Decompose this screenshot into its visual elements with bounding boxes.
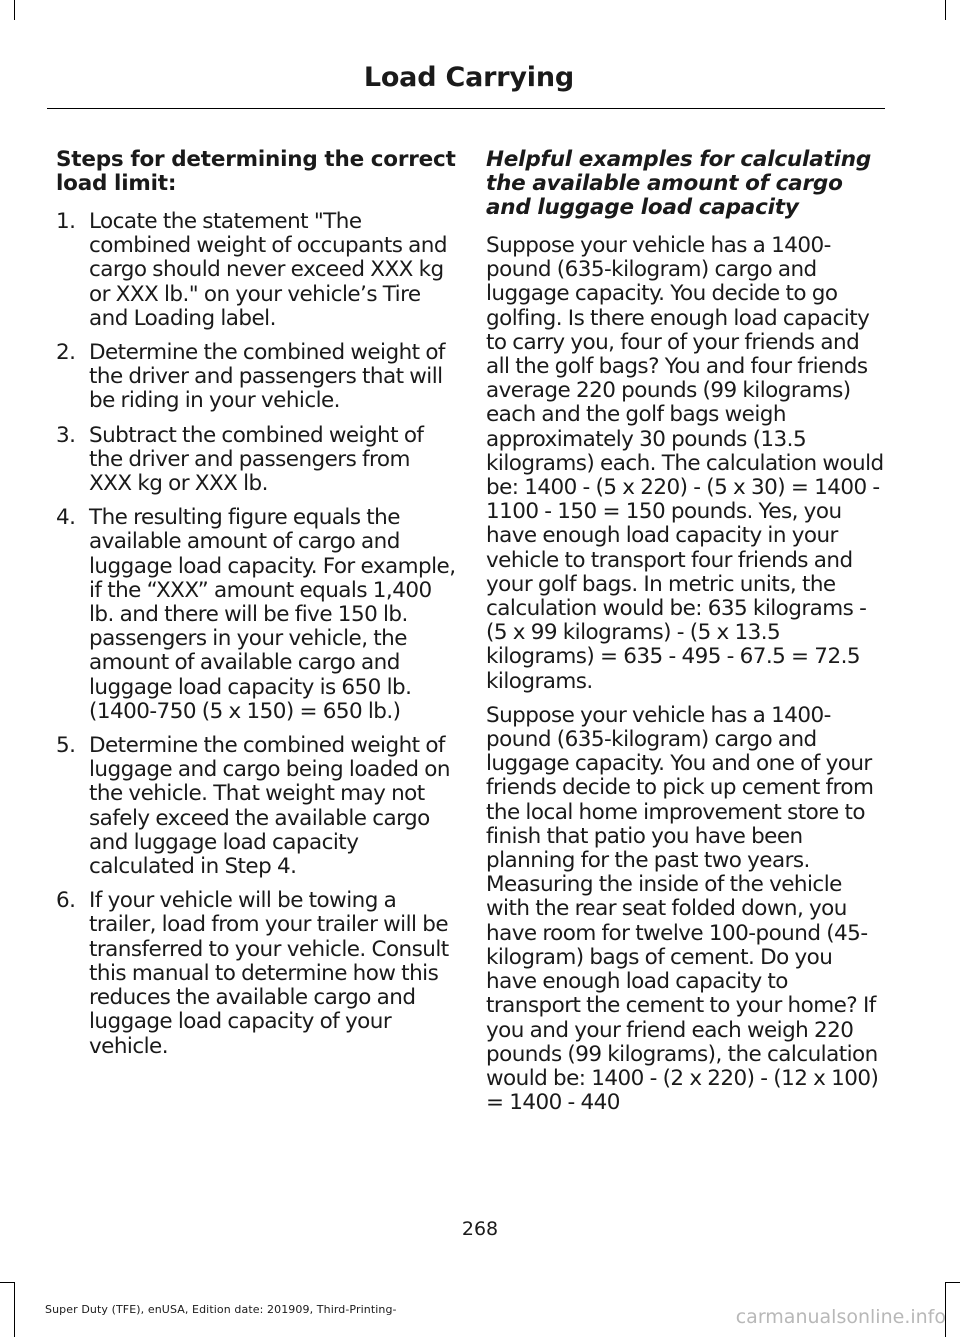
right-column	[486, 148, 886, 1125]
page-number: 268	[461, 1218, 499, 1240]
step-text: Subtract the combined weight of the driver and passengers from XXX kg or XXX lb.	[89, 422, 424, 497]
left-column	[56, 148, 456, 1069]
step-item	[56, 734, 456, 879]
step-item	[56, 210, 456, 331]
crop-mark-bottom-left-v	[14, 1282, 15, 1337]
crop-mark-bottom-right	[946, 1282, 960, 1283]
step-text: The resulting figure equals the available amount of cargo and luggage load capacity. For example, if the “XXX” amount equals 1,400 lb. and there will be five 150 lb. passengers in your vehicle, the amount of available cargo and luggage load capacity is 650 lb. (1400-750 (5 x 150) = 650 lb.)	[89, 505, 456, 724]
step-number: 3.	[56, 422, 76, 448]
step-number: 2.	[56, 340, 76, 366]
page-title: Load Carrying	[363, 62, 574, 93]
steps-heading: Steps for determining the correct load limit:	[56, 147, 456, 196]
header-divider	[47, 108, 885, 109]
examples-heading: Helpful examples for calculating the available amount of cargo and luggage load capacity	[486, 147, 872, 220]
edition-footer: Super Duty (TFE), enUSA, Edition date: 201909, Third-Printing-	[45, 1303, 397, 1316]
crop-mark-bottom-left	[0, 1282, 14, 1283]
step-text: Locate the statement "The combined weight of occupants and cargo should never exceed XXX kg or XXX lb." on your vehicle’s Tire and Loading label.	[89, 209, 447, 331]
example-paragraph-cement: Suppose your vehicle has a 1400-pound (635-kilogram) cargo and luggage capacity. You and one of your friends decide to pick up cement from the local home improvement store to finish that patio you have been planning for the past two years. Measuring the inside of the vehicle with the rear seat folded down, you have room for twelve 100-pound (45-kilogram) bags of cement. Do you have enough load capacity to transport the cement to your home? If you and your friend each weigh 220 pounds (99 kilograms), the calculation would be: 1400 - (2 x 220) - (12 x 100) = 1400 - 440	[486, 702, 879, 1116]
step-text: If your vehicle will be towing a trailer, load from your trailer will be transferred to your vehicle. Consult this manual to determine how this reduces the available cargo and luggage load capacity of your vehicle.	[89, 888, 449, 1059]
crop-mark-top-right	[945, 0, 946, 20]
step-item	[56, 341, 456, 414]
step-number: 6.	[56, 888, 76, 914]
step-text: Determine the combined weight of the driver and passengers that will be riding in your vehicle.	[89, 340, 445, 414]
step-text: Determine the combined weight of luggage and cargo being loaded on the vehicle. That weight may not safely exceed the available cargo and luggage load capacity calculated in Step 4.	[89, 733, 450, 880]
step-number: 5.	[56, 733, 76, 759]
step-number: 1.	[56, 209, 76, 234]
step-item	[56, 889, 456, 1058]
step-item	[56, 424, 456, 497]
step-item	[56, 506, 456, 724]
example-paragraph-golf: Suppose your vehicle has a 1400-pound (635-kilogram) cargo and luggage capacity. You decide to go golfing. Is there enough load capacity to carry you, four of your friends and all the golf bags? You and four friends average 220 pounds (99 kilograms) each and the golf bags weigh approximately 30 pounds (13.5 kilograms) each. The calculation would be: 1400 - (5 x 220) - (5 x 30) = 1400 - 1100 - 150 = 150 pounds. Yes, you have enough load capacity in your vehicle to transport four friends and your golf bags. In metric units, the calculation would be: 635 kilograms - (5 x 99 kilograms) - (5 x 13.5 kilograms) = 635 - 495 - 67.5 = 72.5 kilograms.	[486, 233, 884, 694]
step-number: 4.	[56, 505, 76, 531]
site-watermark: carmanualsonline.info	[735, 1306, 946, 1328]
steps-list	[56, 210, 456, 1059]
crop-mark-top-left	[14, 0, 15, 20]
